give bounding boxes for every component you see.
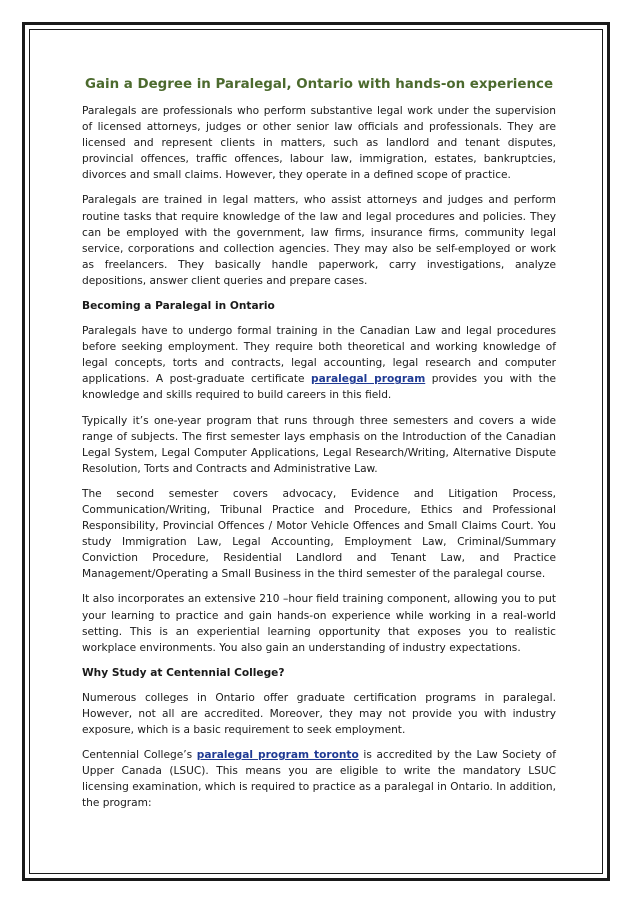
- centennial-paragraph: [82, 747, 556, 811]
- paralegal-program-link[interactable]: paralegal program: [311, 373, 426, 386]
- field-training-paragraph: It also incorporates an extensive 210 –hour field training component, allowing you to put your learning to practice and gain hands-on experience while working in a real-world setting. This is an experiential learning opportunity that exposes you to realistic workplace environments. You also gain an understanding of industry expectations.: [82, 593, 556, 654]
- training-paragraph: Paralegals are trained in legal matters, who assist attorneys and judges and perform routine tasks that require knowledge of the law and legal procedures and policies. They can be employed with the government, law firms, insurance firms, community legal service, corporations and collection agencies. They may also be self-employed or work as freelancers. They basically handle paperwork, carry investigations, analyze depositions, answer client queries and prepare cases.: [82, 194, 556, 287]
- first-semester-paragraph: Typically it’s one-year program that runs through three semesters and covers a wide range of subjects. The first semester lays emphasis on the Introduction of the Canadian Legal System, Legal Computer Applications, Legal Research/Writing, Alternative Dispute Resolution, Torts and Contracts and Administrative Law.: [82, 414, 556, 475]
- intro-paragraph: Paralegals are professionals who perform substantive legal work under the supervision of licensed attorneys, judges or other senior law officials and professionals. They are licensed and represent clients in matters, such as landlord and tenant disputes, provincial offences, traffic offences, labour law, immigration, estates, bankruptcies, divorces and small claims. However, they operate in a defined scope of practice.: [82, 105, 556, 182]
- text-segment: Paralegals have to undergo formal training in the Canadian Law and legal procedures before seeking employment. They require both theoretical and working knowledge of legal concepts, torts and contracts, legal accounting, legal research and computer applications. A post-graduate certificate: [82, 325, 556, 386]
- text-segment: is accredited by the Law Society of Upper Canada (LSUC). This means you are eligible to write the mandatory LSUC licensing examination, which is required to practice as a paralegal in Ontario. In addition, the program:: [82, 749, 556, 810]
- page-title: Gain a Degree in Paralegal, Ontario with hands-on experience: [84, 77, 554, 92]
- text-segment: provides you with the knowledge and skills required to build careers in this field.: [82, 373, 556, 402]
- second-semester-paragraph: The second semester covers advocacy, Evidence and Litigation Process, Communication/Writing, Tribunal Practice and Procedure, Ethics and Professional Responsibility, Provincial Offences / Motor Vehicle Offences and Small Claims Court. You study Immigration Law, Legal Accounting, Employment Law, Criminal/Summary Conviction Procedure, Residential Landlord and Tenant Law, and Practice Management/Operating a Small Business in the third semester of the paralegal course.: [82, 487, 556, 581]
- paralegal-program-toronto-link[interactable]: paralegal program toronto: [196, 749, 359, 762]
- text-segment: Centennial College’s: [82, 749, 197, 762]
- section-heading-becoming: Becoming a Paralegal in Ontario: [82, 300, 275, 313]
- accreditation-paragraph: Numerous colleges in Ontario offer graduate certification programs in paralegal. However, not all are accredited. Moreover, they may not provide you with industry exposure, which is a basic requirement to seek employment.: [82, 691, 556, 736]
- document-body: [82, 76, 556, 820]
- formal-training-paragraph: [82, 323, 556, 403]
- section-heading-why: Why Study at Centennial College?: [82, 666, 285, 679]
